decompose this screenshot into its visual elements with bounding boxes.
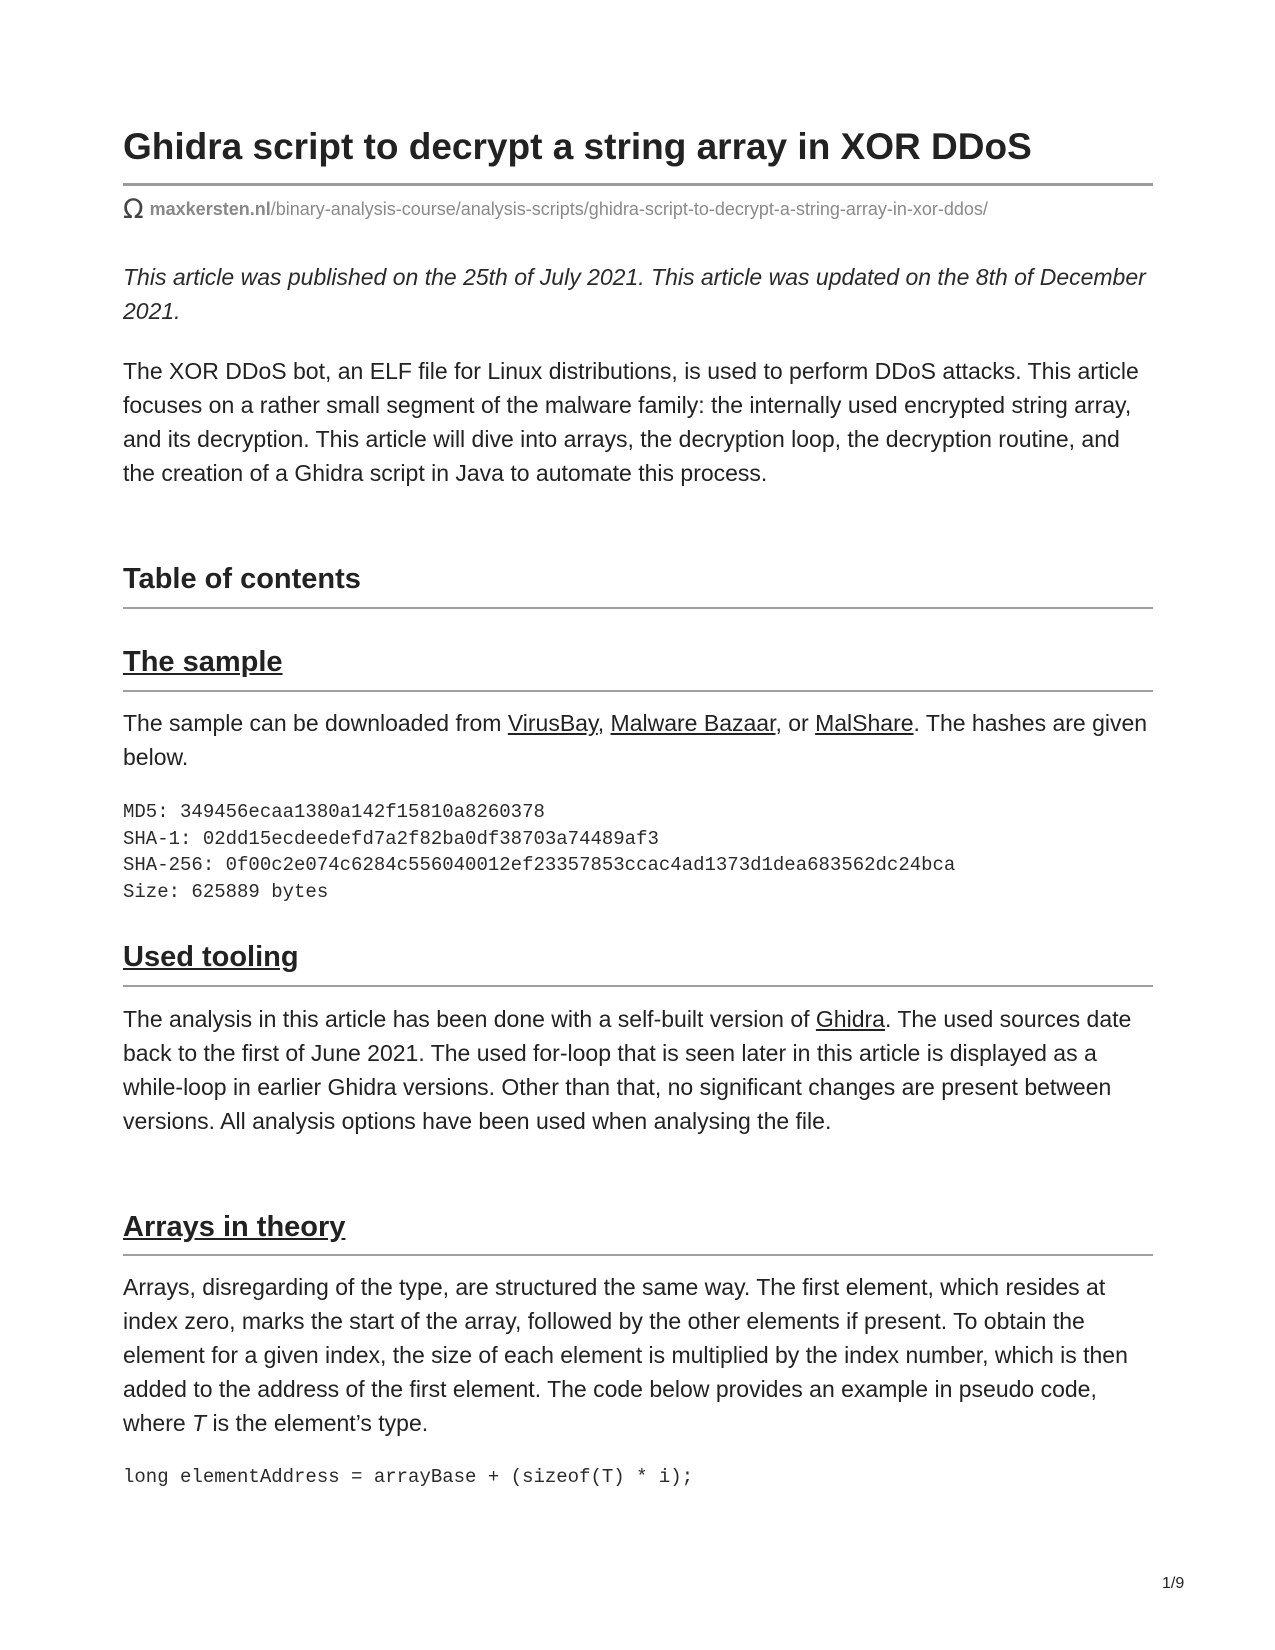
title-divider [123,183,1153,186]
source-url[interactable] [123,196,988,223]
omega-icon: Ω [123,194,144,225]
tooling-text-before: The analysis in this article has been done with a self-built version of [123,1006,816,1032]
sample-paragraph [123,706,1153,774]
sample-text-after: . The hashes are given below. [123,710,1148,770]
tooling-divider [123,985,1153,987]
arrays-text-before: Arrays, disregarding of the type, are structured the same way. The first element, which resides at index zero, marks the start of the array, followed by the other elements if present. To obtain the element for a given index, the size of each element is multiplied by the index number, which is then added to the address of the first element. The code below provides an example in pseudo code, where [123,1274,1128,1436]
sample-divider [123,690,1153,692]
sample-text-before: The sample can be downloaded from [123,710,508,736]
arrays-divider [123,1254,1153,1256]
url-domain[interactable]: maxkersten.nl [149,199,271,219]
sample-heading-link[interactable]: The sample [123,646,283,678]
page-number: 1/9 [1162,1575,1185,1592]
sample-separator-1: , [597,710,611,736]
intro-paragraph: The XOR DDoS bot, an ELF file for Linux distributions, is used to perform DDoS attacks. This article focuses on a rather small segment of the malware family: the internally used encrypted string array, and its decryption. This article will dive into arrays, the decryption loop, the decryption routine, and the creation of a Ghidra script in Java to automate this process. [123,358,1139,486]
arrays-paragraph [123,1270,1153,1440]
hashes-code-block: MD5: 349456ecaa1380a142f15810a8260378 SHA-1: 02dd15ecdeedefd7a2f82ba0df38703a74489af3 SHA-256: 0f00c2e074c6284c556040012ef23357853ccac4ad1373d1dea683562dc24bca Size: 625889 bytes [123,801,956,903]
virusbay-link[interactable]: VirusBay [507,710,598,736]
url-path[interactable]: /binary-analysis-course/analysis-scripts/ghidra-script-to-decrypt-a-string-array-in-xor-ddos/ [270,199,988,219]
type-letter: T [192,1410,207,1436]
pseudo-code-block: long elementAddress = arrayBase + (sizeof(T) * i); [123,1466,694,1488]
article-title: Ghidra script to decrypt a string array in XOR DDoS [123,126,1032,167]
sample-separator-2: , or [775,710,816,736]
tooling-heading-link[interactable]: Used tooling [123,941,299,973]
publication-meta: This article was published on the 25th of July 2021. This article was updated on the 8th of December 2021. [123,264,1146,324]
malshare-link[interactable]: MalShare [815,710,914,736]
arrays-text-after: is the element’s type. [206,1410,429,1436]
ghidra-link[interactable]: Ghidra [815,1006,885,1032]
tooling-text-after: . The used sources date back to the first of June 2021. The used for-loop that is seen later in this article is displayed as a while-loop in earlier Ghidra versions. Other than that, no significant changes are present between versions. All analysis options have been used when analysing the file. [123,1006,1132,1134]
tooling-paragraph [123,1002,1153,1138]
arrays-heading-link[interactable]: Arrays in theory [123,1211,346,1243]
toc-divider [123,607,1153,609]
toc-heading: Table of contents [123,563,361,595]
malware-bazaar-link[interactable]: Malware Bazaar [610,710,776,736]
